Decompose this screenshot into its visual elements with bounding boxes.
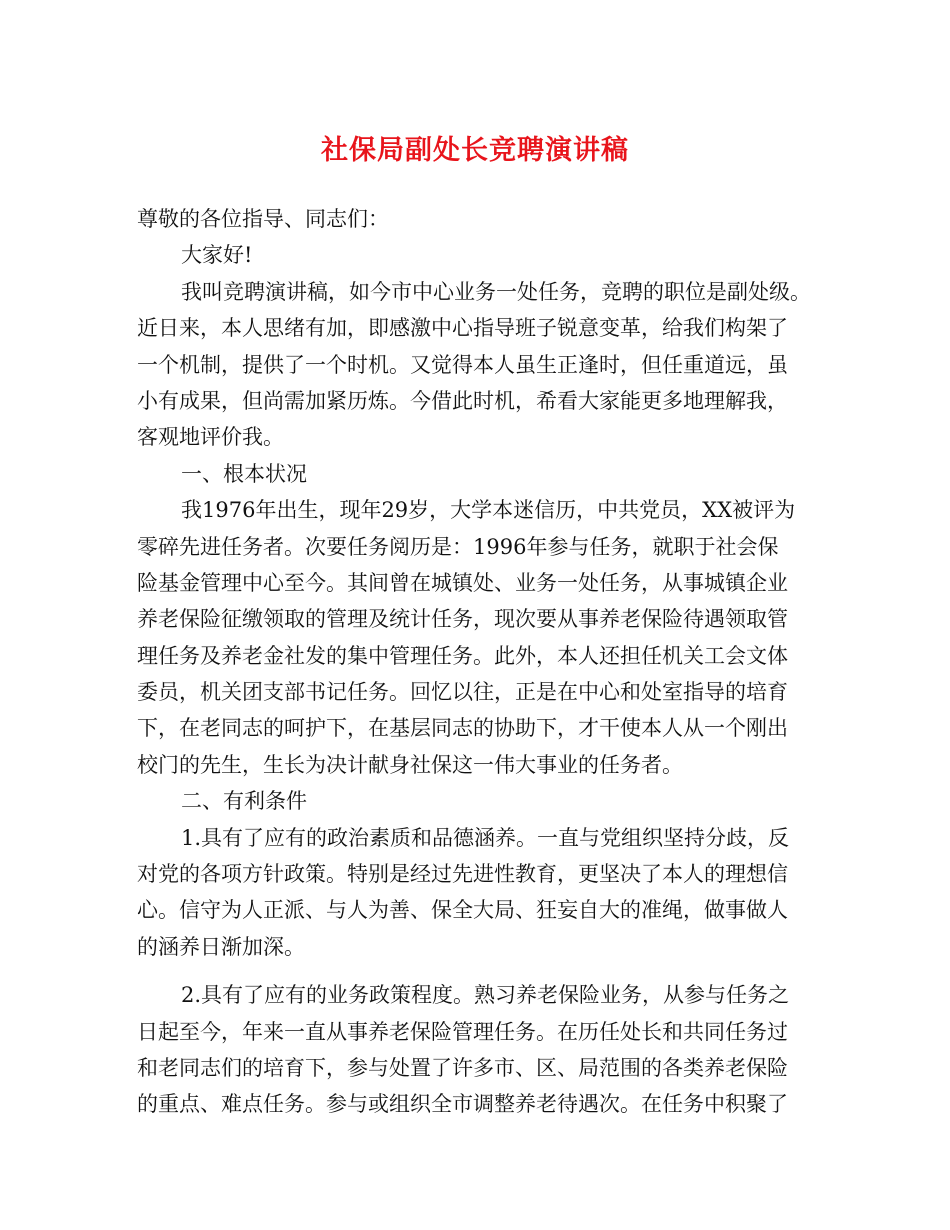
- paragraph-line: 我1976年出生，现年29岁，大学本迷信历，中共党员，XX被评为: [181, 498, 796, 523]
- paragraph-line: 日起至今，年来一直从事养老保险管理任务。在历任处长和共同任务过: [137, 1019, 788, 1044]
- section-heading: 一、根本状况: [181, 461, 307, 486]
- paragraph-line: 校门的先生，生长为决计献身社保这一伟大事业的任务者。: [137, 752, 683, 777]
- paragraph-line: 小有成果，但尚需加紧历炼。今借此时机，希看大家能更多地理解我，: [137, 388, 788, 413]
- paragraph-line: 一个机制，提供了一个时机。又觉得本人虽生正逢时，但任重道远，虽: [137, 352, 788, 377]
- paragraph-line: 下，在老同志的呵护下，在基层同志的协助下，才干使本人从一个刚出: [137, 716, 788, 741]
- paragraph-line: 近日来，本人思绪有加，即感激中心指导班子锐意变革，给我们构架了: [137, 316, 788, 341]
- document-title: 社保局副处长竞聘演讲稿: [321, 135, 629, 166]
- section-heading: 二、有利条件: [181, 789, 307, 814]
- paragraph-line: 险基金管理中心至今。其间曾在城镇处、业务一处任务，从事城镇企业: [137, 570, 788, 595]
- paragraph-line: 理任务及养老金社发的集中管理任务。此外，本人还担任机关工会文体: [137, 643, 788, 668]
- paragraph-line: 2.具有了应有的业务政策程度。熟习养老保险业务，从参与任务之: [181, 983, 790, 1008]
- paragraph-line: 养老保险征缴领取的管理及统计任务，现次要从事养老保险待遇领取管: [137, 607, 788, 632]
- document-body: [137, 201, 837, 1123]
- paragraph-line: 客观地评价我。: [137, 425, 284, 450]
- greeting-line: 大家好!: [181, 243, 253, 268]
- paragraph-line: 和老同志们的培育下，参与处置了许多市、区、局范围的各类养老保险: [137, 1055, 788, 1080]
- paragraph-line: 的重点、难点任务。参与或组织全市调整养老待遇次。在任务中积聚了: [137, 1092, 788, 1117]
- salutation-line: 尊敬的各位指导、同志们：: [137, 207, 389, 231]
- paragraph-line: 心。信守为人正派、与人为善、保全大局、狂妄自大的准绳，做事做人: [137, 898, 788, 923]
- paragraph-line: 零碎先进任务者。次要任务阅历是：1996年参与任务，就职于社会保: [137, 534, 779, 559]
- paragraph-line: 的涵养日渐加深。: [137, 934, 305, 959]
- paragraph-line: 对党的各项方针政策。特别是经过先进性教育，更坚决了本人的理想信: [137, 862, 788, 887]
- paragraph-line: 我叫竞聘演讲稿，如今市中心业务一处任务，竞聘的职位是副处级。: [181, 279, 811, 304]
- paragraph-line: 1.具有了应有的政治素质和品德涵养。一直与党组织坚持分歧，反: [181, 825, 790, 850]
- paragraph-line: 委员，机关团支部书记任务。回忆以往，正是在中心和处室指导的培育: [137, 680, 788, 705]
